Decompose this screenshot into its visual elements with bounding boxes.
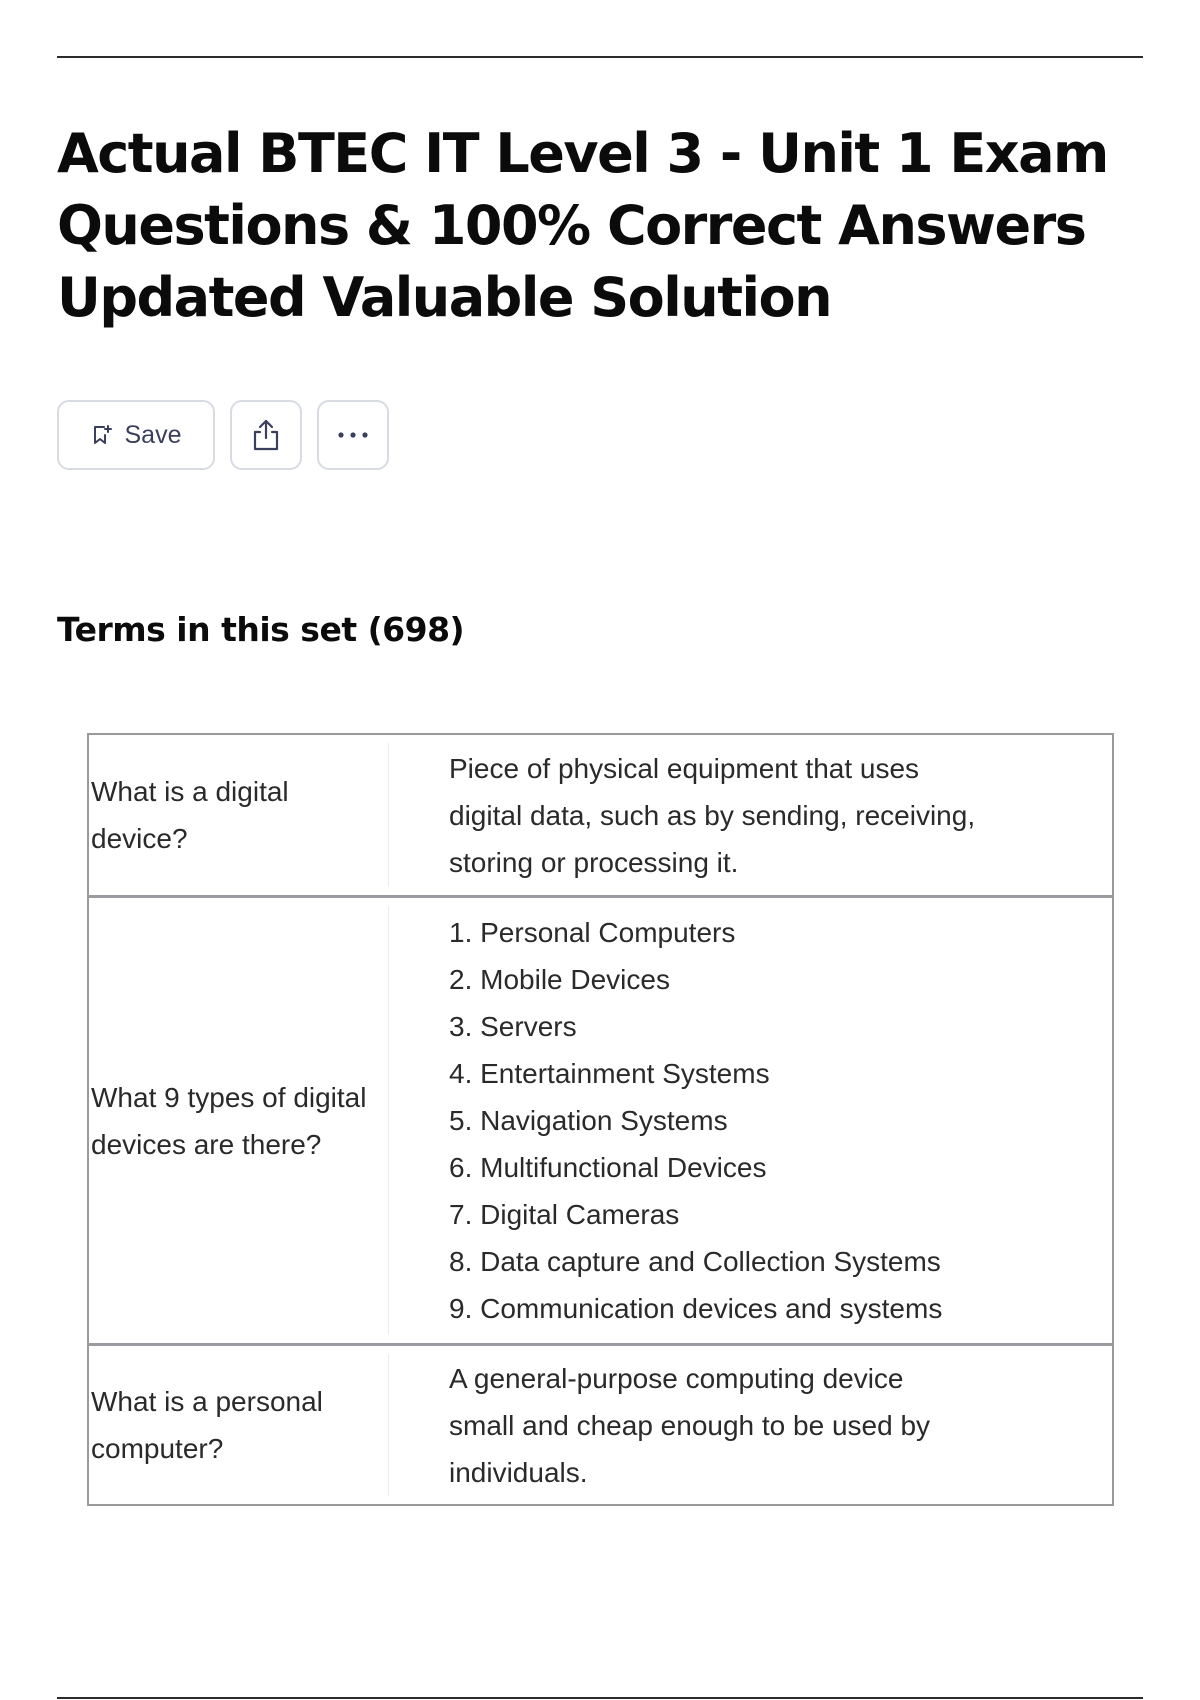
definition-line: 8. Data capture and Collection Systems	[449, 1246, 941, 1277]
save-button[interactable]	[57, 400, 215, 470]
share-icon	[250, 418, 282, 452]
definition-line: 2. Mobile Devices	[449, 964, 670, 995]
save-button-label: Save	[124, 420, 182, 449]
bottom-divider	[57, 1697, 1143, 1699]
term-text: What 9 types of digital devices are there?	[89, 906, 389, 1335]
definition-line: small and cheap enough to be used by	[449, 1409, 931, 1441]
term-text: What is a digital device?	[89, 743, 389, 887]
bookmark-plus-icon	[91, 424, 113, 446]
definition-line: 3. Servers	[449, 1011, 577, 1042]
term-row	[89, 735, 1112, 895]
terms-heading: Terms in this set (698)	[57, 610, 465, 649]
definition-line: 9. Communication devices and systems	[449, 1293, 943, 1324]
definition-line: 7. Digital Cameras	[449, 1199, 680, 1230]
definition-text	[389, 1355, 1112, 1496]
more-options-icon	[336, 431, 370, 439]
more-options-button[interactable]	[317, 400, 389, 470]
share-button[interactable]	[230, 400, 302, 470]
definition-line: 5. Navigation Systems	[449, 1105, 728, 1136]
definition-text	[389, 909, 1112, 1332]
definition-line: 4. Entertainment Systems	[449, 1058, 770, 1089]
action-bar	[57, 400, 389, 470]
term-row	[89, 895, 1112, 1343]
definition-line: Piece of physical equipment that uses	[449, 752, 920, 784]
definition-line: individuals.	[449, 1456, 588, 1488]
term-row	[89, 1343, 1112, 1504]
top-divider	[57, 56, 1143, 58]
definition-text	[389, 745, 1112, 886]
terms-table	[87, 733, 1114, 1506]
definition-line: 6. Multifunctional Devices	[449, 1152, 767, 1183]
page-title: Actual BTEC IT Level 3 - Unit 1 Exam Questions & 100% Correct Answers Updated Valuable Solution	[57, 122, 1108, 329]
definition-line: A general-purpose computing device	[449, 1362, 904, 1394]
term-text: What is a personal computer?	[89, 1354, 389, 1496]
definition-line: storing or processing it.	[449, 846, 739, 878]
definition-line: 1. Personal Computers	[449, 917, 736, 948]
definition-line: digital data, such as by sending, receiving,	[449, 799, 976, 831]
